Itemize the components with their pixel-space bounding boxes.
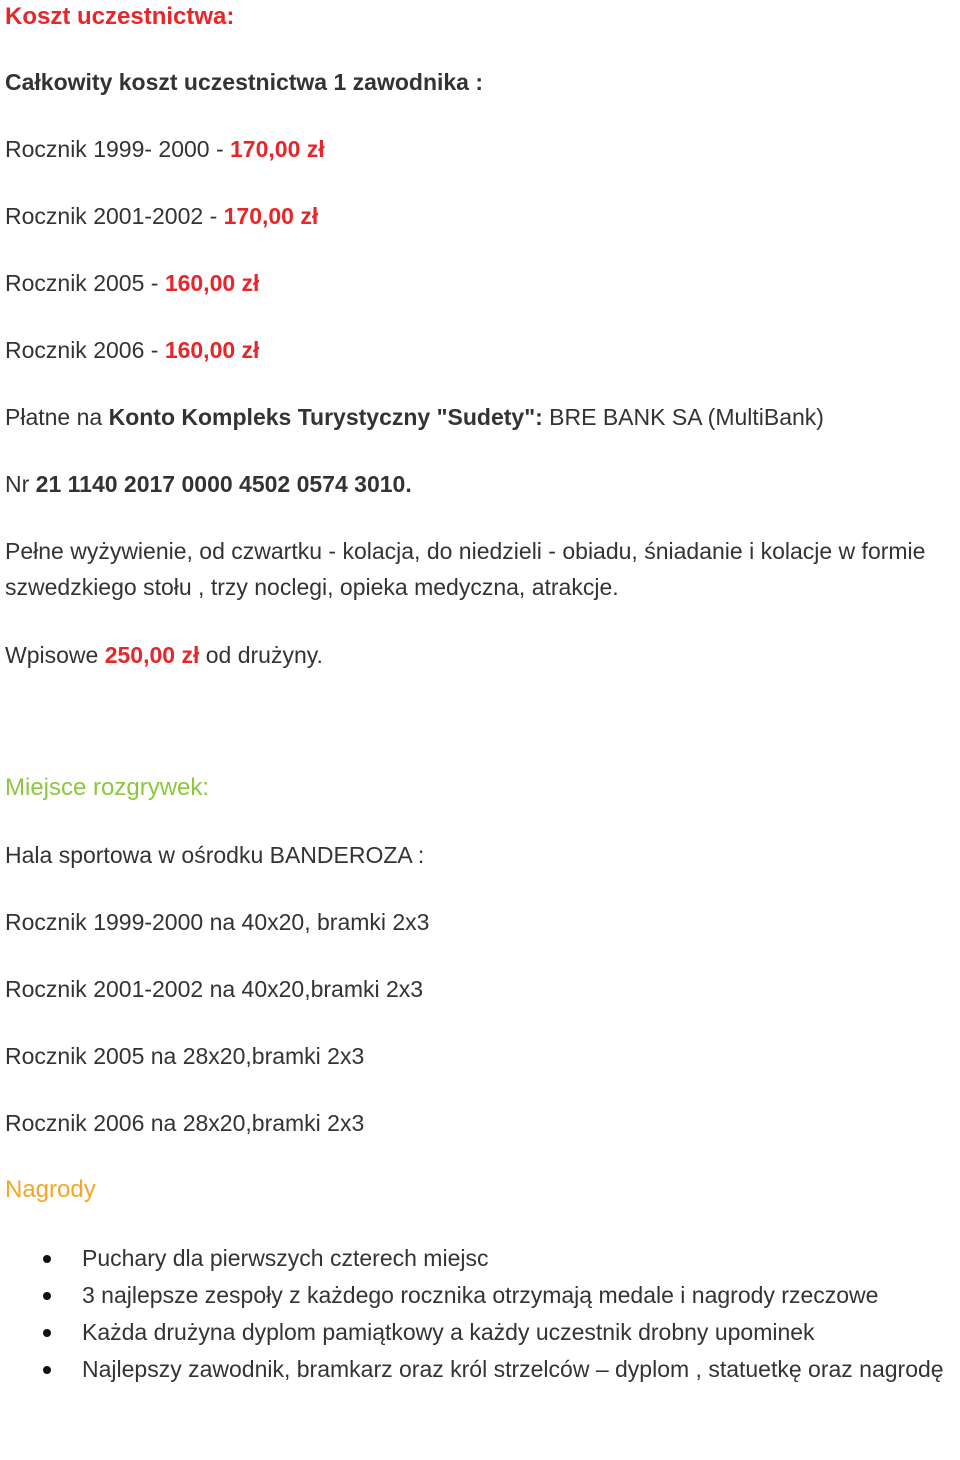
bullet-icon <box>43 1255 51 1263</box>
venue-field: Rocznik 2005 na 28x20,bramki 2x3 <box>5 1043 365 1069</box>
cost-item-price: 160,00 zł <box>164 337 260 363</box>
venue-field: Rocznik 1999-2000 na 40x20, bramki 2x3 <box>5 909 430 935</box>
account-prefix: Nr <box>5 471 36 497</box>
cost-subheading: Całkowity koszt uczestnictwa 1 zawodnika : <box>5 69 484 95</box>
award-text: Każda drużyna dyplom pamiątkowy a każdy uczestnik drobny upominek <box>82 1319 815 1345</box>
bullet-icon <box>43 1292 51 1300</box>
entry-fee-prefix: Wpisowe <box>5 642 105 668</box>
cost-heading: Koszt uczestnictwa: <box>5 3 235 30</box>
venue-hall: Hala sportowa w ośrodku BANDEROZA : <box>5 842 425 868</box>
list-item <box>0 1351 960 1388</box>
list-item <box>0 1240 960 1277</box>
cost-item <box>5 199 318 233</box>
cost-item-price: 170,00 zł <box>223 203 319 229</box>
cost-item <box>5 333 259 367</box>
cost-item <box>5 266 259 300</box>
payment-bank: BRE BANK SA (MultiBank) <box>542 404 824 430</box>
awards-heading: Nagrody <box>5 1176 96 1203</box>
account-number: 21 1140 2017 0000 4502 0574 3010. <box>35 471 412 497</box>
entry-fee-suffix: od drużyny. <box>199 642 323 668</box>
payment-company: Konto Kompleks Turystyczny "Sudety": <box>108 404 543 430</box>
list-item <box>0 1314 960 1351</box>
cost-item-price: 170,00 zł <box>230 136 325 162</box>
entry-fee-line <box>5 638 323 672</box>
cost-item-label: Rocznik 2001-2002 - <box>5 203 224 229</box>
award-text: 3 najlepsze zespoły z każdego rocznika otrzymają medale i nagrody rzeczowe <box>82 1282 879 1308</box>
cost-item-price: 160,00 zł <box>164 270 260 296</box>
bullet-icon <box>43 1329 51 1337</box>
included-services: Pełne wyżywienie, od czwartku - kolacja, do niedzieli - obiadu, śniadanie i kolacje w formie szwedzkiego stołu , trzy noclegi, opieka medyczna, atrakcje. <box>5 538 926 600</box>
cost-item-label: Rocznik 1999- 2000 - <box>5 136 231 162</box>
award-text: Najlepszy zawodnik, bramkarz oraz król strzelców – dyplom , statuetkę oraz nagrodę <box>82 1356 944 1382</box>
cost-item-label: Rocznik 2006 - <box>5 337 165 363</box>
venue-field: Rocznik 2006 na 28x20,bramki 2x3 <box>5 1110 365 1136</box>
payment-line <box>5 400 824 434</box>
list-item <box>0 1277 960 1314</box>
bullet-icon <box>43 1366 51 1374</box>
account-line <box>5 467 412 501</box>
venue-heading: Miejsce rozgrywek: <box>5 774 210 801</box>
payment-prefix: Płatne na <box>5 404 109 430</box>
entry-fee-amount: 250,00 zł <box>104 642 200 668</box>
awards-list <box>0 1240 960 1388</box>
cost-item <box>5 132 325 166</box>
award-text: Puchary dla pierwszych czterech miejsc <box>82 1245 489 1271</box>
cost-item-label: Rocznik 2005 - <box>5 270 165 296</box>
venue-field: Rocznik 2001-2002 na 40x20,bramki 2x3 <box>5 976 424 1002</box>
